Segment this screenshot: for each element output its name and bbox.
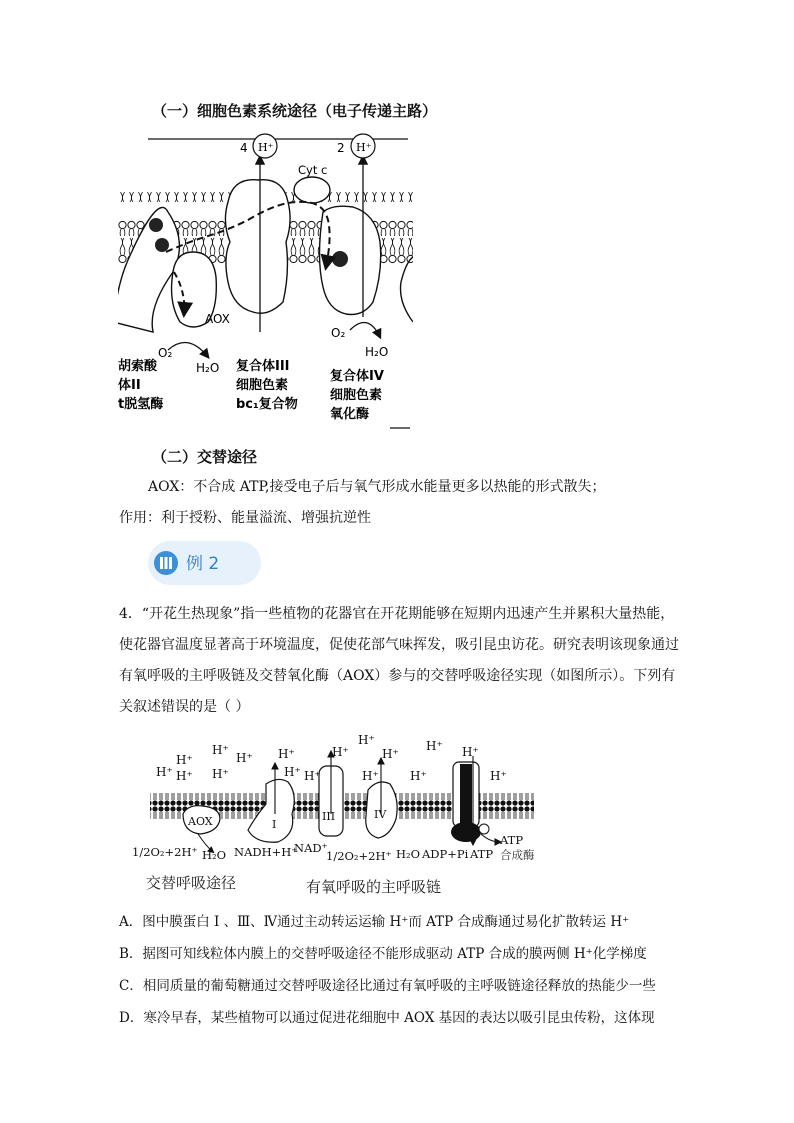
complex-iv-label-1: 复合体IV bbox=[330, 369, 384, 384]
option-a: A．图中膜蛋白 I 、Ⅲ、Ⅳ通过主动转运运输 H⁺而 ATP 合成酶通过易化扩散转运 H⁺ bbox=[119, 914, 630, 930]
caption-main-chain: 有氧呼吸的主呼吸链 bbox=[306, 878, 442, 896]
h-plus-11: H⁺ bbox=[358, 734, 375, 747]
h-plus-label-right: H⁺ bbox=[356, 141, 372, 154]
cu-center bbox=[332, 251, 348, 267]
o2-label-right: O₂ bbox=[331, 326, 346, 340]
h-plus-7: H⁺ bbox=[278, 747, 295, 761]
cyt-c-label: Cyt c bbox=[298, 163, 328, 177]
aox-label-2: AOX bbox=[188, 815, 213, 828]
option-d: D．寒冷早春，某些植物可以通过促进花细胞中 AOX 基因的表达以吸引昆虫传粉，这体现 bbox=[119, 1010, 655, 1026]
atp-synthase-label-2: 合成酶 bbox=[500, 848, 535, 862]
complex-iv-label: IV bbox=[374, 808, 387, 821]
adp-label: ADP+Pi bbox=[422, 847, 469, 861]
equation-complex-iv: 1/2O₂+2H⁺ bbox=[326, 849, 392, 863]
complex-iii-shape bbox=[225, 180, 290, 314]
respiration-chain-diagram bbox=[128, 734, 558, 896]
atp-product-label: ATP bbox=[470, 847, 494, 861]
h-plus-6: H⁺ bbox=[236, 751, 253, 765]
h-plus-12: H⁺ bbox=[362, 769, 379, 783]
question-line-4: 关叙述错误的是（ ） bbox=[119, 699, 250, 715]
complex-iii-label: III bbox=[322, 810, 336, 823]
h-plus-2: H⁺ bbox=[176, 753, 193, 767]
option-b: B．据图可知线粒体内膜上的交替呼吸途径不能形成驱动 ATP 合成的膜两侧 H⁺化学梯度 bbox=[119, 946, 647, 962]
h-plus-15: H⁺ bbox=[426, 739, 443, 753]
h-plus-16: H⁺ bbox=[462, 745, 479, 759]
question-line-1: 4．“开花生热现象”指一些植物的花器官在开花期能够在短期内迅速产生并累积大量热能， bbox=[119, 606, 675, 622]
complex-ii-label-2: 体II bbox=[118, 378, 141, 393]
section-2-line-1: AOX：不合成 ATP,接受电子后与氧气形成水能量更多以热能的形式散失； bbox=[148, 479, 606, 495]
complex-iv-label-3: 氧化酶 bbox=[330, 407, 370, 422]
example-label: 例 2 bbox=[186, 554, 220, 574]
h-plus-5: H⁺ bbox=[212, 767, 229, 781]
section-2-title: （二）交替途径 bbox=[152, 448, 258, 466]
aox-label: AOX bbox=[205, 312, 230, 326]
h2o-complex-iv: H₂O bbox=[396, 847, 421, 861]
complex-iii-label-3: bc₁复合物 bbox=[236, 397, 298, 412]
fe-s-cluster-2 bbox=[155, 238, 169, 252]
h2o-label-left: H₂O bbox=[196, 361, 220, 375]
h-plus-count-2: 2 bbox=[337, 141, 345, 155]
atp-synthase-head bbox=[451, 822, 481, 842]
h-plus-17: H⁺ bbox=[490, 769, 507, 783]
complex-iii-label-2: 细胞色素 bbox=[236, 378, 289, 393]
h2o-label-right: H₂O bbox=[365, 345, 389, 359]
complex-iii-label-1: 复合体III bbox=[236, 359, 290, 374]
example-badge bbox=[148, 541, 261, 585]
h-plus-1: H⁺ bbox=[156, 765, 173, 779]
h-plus-count-4: 4 bbox=[240, 141, 248, 155]
option-c: C．相同质量的葡萄糖通过交替呼吸途径比通过有氧呼吸的主呼吸链途径释放的热能少一些 bbox=[119, 978, 656, 994]
h-plus-9: H⁺ bbox=[304, 769, 321, 783]
h-plus-3: H⁺ bbox=[176, 769, 193, 783]
h2o-aox: H₂O bbox=[202, 848, 227, 862]
question-line-3: 有氧呼吸的主呼吸链及交替氧化酶（AOX）参与的交替呼吸途径实现（如图所示）。下列有 bbox=[119, 668, 676, 684]
cyt-c-shape bbox=[294, 177, 330, 203]
fe-s-cluster-1 bbox=[149, 218, 163, 232]
h-plus-4: H⁺ bbox=[212, 743, 229, 757]
o2-to-h2o-arrow-right bbox=[350, 322, 380, 337]
h-plus-8: H⁺ bbox=[284, 765, 301, 779]
equation-aox: 1/2O₂+2H⁺ bbox=[132, 845, 198, 859]
nadh-label: NADH+H⁺ bbox=[234, 845, 298, 859]
cytochrome-pathway-diagram bbox=[118, 132, 413, 430]
o2-label-left: O₂ bbox=[158, 346, 173, 360]
complex-ii-label-3: t脱氢酶 bbox=[118, 397, 164, 412]
complex-iv-label-2: 细胞色素 bbox=[330, 388, 383, 403]
h-plus-10: H⁺ bbox=[332, 745, 349, 759]
section-1-title: （一）细胞色素系统途径（电子传递主路） bbox=[152, 102, 438, 120]
o2-to-h2o-arrow-left bbox=[168, 342, 208, 357]
h-plus-14: H⁺ bbox=[410, 769, 427, 783]
question-line-2: 使花器官温度显著高于环境温度，促使花部气味挥发，吸引昆虫访花。研究表明该现象通过 bbox=[119, 637, 679, 653]
nad-label: NAD⁺ bbox=[294, 841, 328, 855]
atp-synthase-stalk bbox=[460, 764, 472, 826]
book-icon bbox=[154, 551, 178, 575]
complex-ii-label-1: 胡索酸 bbox=[118, 359, 158, 374]
atp-synthase-label-1: ATP bbox=[500, 833, 524, 847]
h-plus-label-left: H⁺ bbox=[258, 141, 274, 154]
section-2-line-2: 作用：利于授粉、能量溢流、增强抗逆性 bbox=[119, 510, 371, 526]
caption-alternative-pathway: 交替呼吸途径 bbox=[146, 874, 237, 892]
complex-i-label: I bbox=[272, 818, 277, 831]
h-plus-13: H⁺ bbox=[382, 747, 399, 761]
